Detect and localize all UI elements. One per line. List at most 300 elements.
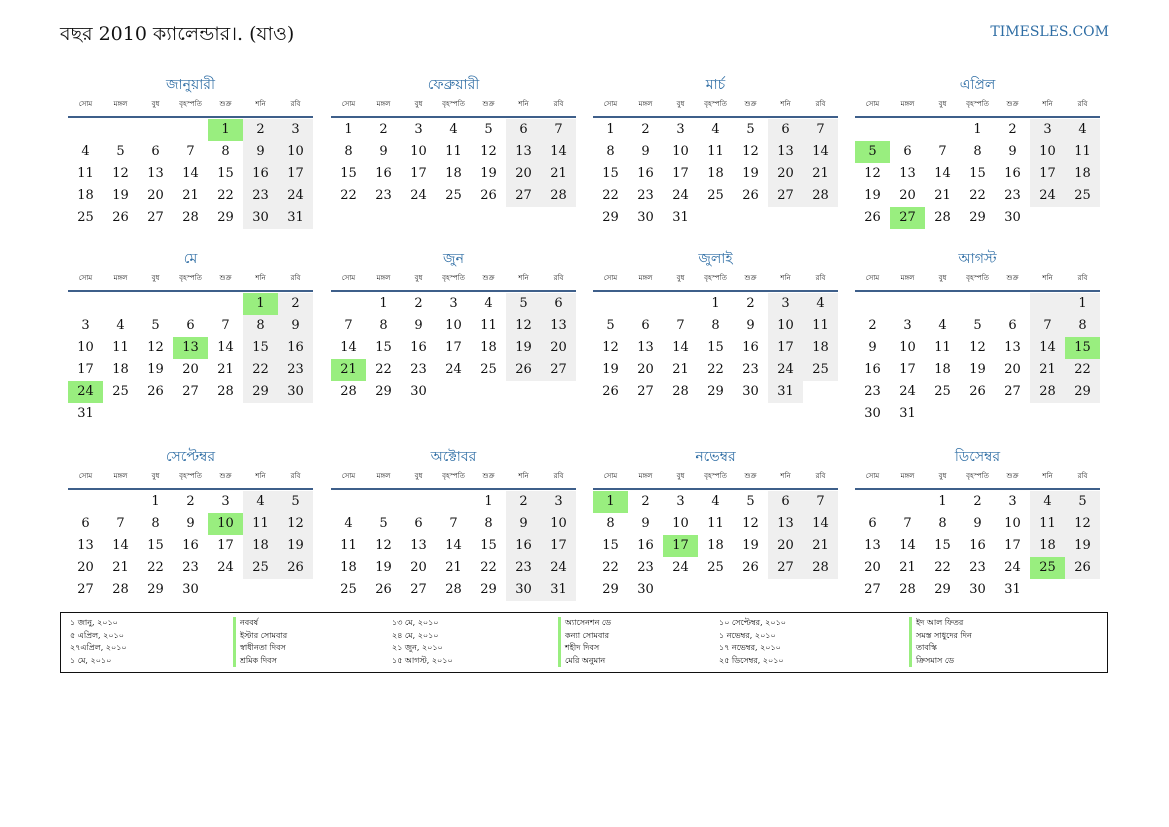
day-cell: 2 (641, 494, 650, 509)
day-cell: 5 (379, 516, 388, 531)
empty-cell (1065, 403, 1100, 425)
day-cell: 12 (602, 340, 619, 355)
day-cell: 2 (379, 122, 388, 137)
day-cell: 30 (969, 582, 986, 597)
day-cell: 24 (899, 384, 916, 399)
day-cell: 23 (278, 359, 313, 381)
weekday-label: শুক্র (219, 100, 232, 108)
day-cell: 6 (1008, 318, 1017, 333)
day-cell: 11 (1065, 141, 1100, 163)
legend-date: ১ মে, ২০১০ (70, 655, 112, 665)
day-cell: 10 (208, 513, 243, 535)
weekday-header (593, 271, 838, 292)
day-cell: 18 (480, 340, 497, 355)
day-cell: 3 (1008, 494, 1017, 509)
empty-cell (1030, 579, 1065, 601)
empty-cell (1065, 207, 1100, 229)
weekday-label: বৃহস্পতি (704, 100, 727, 108)
day-cell: 18 (445, 166, 462, 181)
day-cell: 30 (1004, 210, 1021, 225)
day-cell: 13 (899, 166, 916, 181)
day-cell: 15 (602, 166, 619, 181)
day-cell: 11 (243, 513, 278, 535)
weekday-label: বুধ (938, 472, 947, 480)
day-cell: 12 (969, 340, 986, 355)
day-cell: 29 (602, 210, 619, 225)
day-cell: 11 (707, 516, 724, 531)
weekday-label: শনি (255, 100, 266, 108)
weekday-label: বৃহস্পতি (442, 472, 465, 480)
day-cell: 4 (938, 318, 947, 333)
day-cell: 13 (864, 538, 881, 553)
legend-holiday-name: অ্যাসেনশন ডে (558, 617, 611, 630)
day-cell: 1 (484, 494, 493, 509)
day-cell: 7 (449, 516, 458, 531)
weekday-label: বৃহস্পতি (966, 274, 989, 282)
days-grid (331, 119, 576, 207)
day-cell: 29 (602, 582, 619, 597)
day-cell: 7 (676, 318, 685, 333)
weekday-header (855, 97, 1100, 118)
day-cell: 30 (278, 381, 313, 403)
day-cell: 1 (1065, 293, 1100, 315)
day-cell: 11 (340, 538, 357, 553)
weekday-label: মঙ্গল (113, 100, 128, 108)
day-cell: 10 (278, 141, 313, 163)
day-cell: 29 (1065, 381, 1100, 403)
day-cell: 6 (768, 491, 803, 513)
day-cell: 26 (1065, 557, 1100, 579)
day-cell: 2 (746, 296, 755, 311)
day-cell: 8 (221, 144, 230, 159)
weekday-label: বুধ (151, 274, 160, 282)
legend-date: ২৭এপ্রিল, ২০১০ (70, 643, 127, 652)
weekday-label: মঙ্গল (900, 472, 915, 480)
empty-cell (698, 579, 733, 601)
days-grid (68, 491, 313, 601)
day-cell: 17 (278, 163, 313, 185)
day-cell: 24 (445, 362, 462, 377)
day-cell: 11 (1030, 513, 1065, 535)
day-cell: 15 (375, 340, 392, 355)
day-cell: 23 (637, 560, 654, 575)
weekday-label: রবি (553, 100, 564, 108)
day-cell: 18 (243, 535, 278, 557)
day-cell: 14 (899, 538, 916, 553)
weekday-label: শনি (255, 274, 266, 282)
weekday-label: সোম (341, 472, 356, 480)
day-cell: 13 (173, 337, 208, 359)
day-cell: 25 (243, 557, 278, 579)
day-cell: 15 (602, 538, 619, 553)
day-cell: 28 (445, 582, 462, 597)
weekday-label: মঙ্গল (113, 274, 128, 282)
month-block (68, 74, 313, 229)
weekday-label: শনি (255, 472, 266, 480)
day-cell: 4 (711, 122, 720, 137)
day-cell: 15 (147, 538, 164, 553)
day-cell: 8 (243, 315, 278, 337)
legend-holiday-name: ইস্টার সোমবার (233, 630, 287, 643)
day-cell: 27 (182, 384, 199, 399)
day-cell: 9 (379, 144, 388, 159)
weekday-label: মঙ্গল (900, 100, 915, 108)
day-cell: 17 (899, 362, 916, 377)
day-cell: 2 (243, 119, 278, 141)
weekday-header (855, 271, 1100, 292)
day-cell: 23 (969, 560, 986, 575)
day-cell: 17 (1030, 163, 1065, 185)
day-cell: 21 (803, 535, 838, 557)
day-cell: 1 (344, 122, 353, 137)
day-cell: 16 (506, 535, 541, 557)
weekday-label: শুক্র (219, 274, 232, 282)
day-cell: 12 (278, 513, 313, 535)
day-cell: 4 (116, 318, 125, 333)
month-name: জুন (443, 251, 464, 267)
empty-cell (103, 293, 138, 315)
day-cell: 13 (410, 538, 427, 553)
day-cell: 26 (480, 188, 497, 203)
day-cell: 25 (112, 384, 129, 399)
day-cell: 12 (1065, 513, 1100, 535)
day-cell: 9 (186, 516, 195, 531)
day-cell: 21 (672, 362, 689, 377)
day-cell: 9 (1008, 144, 1017, 159)
legend-date: ১৫ আগস্ট, ২০১০ (392, 655, 453, 665)
days-grid (593, 119, 838, 229)
day-cell: 17 (445, 340, 462, 355)
day-cell: 9 (641, 516, 650, 531)
day-cell: 27 (768, 185, 803, 207)
day-cell: 26 (969, 384, 986, 399)
empty-cell (68, 491, 103, 513)
day-cell: 4 (1065, 119, 1100, 141)
day-cell: 20 (182, 362, 199, 377)
day-cell: 18 (340, 560, 357, 575)
day-cell: 3 (676, 494, 685, 509)
day-cell: 22 (602, 188, 619, 203)
day-cell: 16 (375, 166, 392, 181)
day-cell: 3 (676, 122, 685, 137)
day-cell: 20 (147, 188, 164, 203)
day-cell: 9 (243, 141, 278, 163)
empty-cell (925, 119, 960, 141)
weekday-label: বুধ (414, 100, 423, 108)
weekday-label: শনি (1042, 274, 1053, 282)
day-cell: 2 (1008, 122, 1017, 137)
empty-cell (925, 403, 960, 425)
day-cell: 16 (278, 337, 313, 359)
weekday-header (68, 469, 313, 490)
day-cell: 10 (1030, 141, 1065, 163)
day-cell: 4 (803, 293, 838, 315)
day-cell: 19 (112, 188, 129, 203)
empty-cell (733, 579, 768, 601)
day-cell: 22 (340, 188, 357, 203)
legend-dates-col-3 (719, 617, 786, 667)
legend-names-col-2 (558, 617, 611, 667)
day-cell: 27 (1004, 384, 1021, 399)
day-cell: 29 (707, 384, 724, 399)
day-cell: 19 (480, 166, 497, 181)
weekday-label: বৃহস্পতি (442, 274, 465, 282)
day-cell: 22 (480, 560, 497, 575)
day-cell: 10 (768, 315, 803, 337)
empty-cell (103, 403, 138, 425)
legend-names-col-1 (233, 617, 287, 667)
empty-cell (208, 579, 243, 601)
legend-holiday-name: সমস্ত সাধুদের দিন (909, 630, 972, 643)
days-grid (855, 491, 1100, 601)
day-cell: 30 (637, 582, 654, 597)
empty-cell (138, 119, 173, 141)
day-cell: 4 (1030, 491, 1065, 513)
day-cell: 16 (969, 538, 986, 553)
day-cell: 29 (243, 381, 278, 403)
day-cell: 15 (480, 538, 497, 553)
weekday-label: সোম (78, 472, 93, 480)
legend-holiday-name: শহীদ দিবস (558, 642, 611, 655)
day-cell: 13 (147, 166, 164, 181)
empty-cell (960, 293, 995, 315)
weekday-label: সোম (603, 472, 618, 480)
day-cell: 15 (969, 166, 986, 181)
day-cell: 22 (1065, 359, 1100, 381)
day-cell: 20 (768, 535, 803, 557)
day-cell: 26 (278, 557, 313, 579)
day-cell: 13 (541, 315, 576, 337)
day-cell: 1 (938, 494, 947, 509)
day-cell: 18 (803, 337, 838, 359)
weekday-label: রবি (815, 274, 826, 282)
day-cell: 27 (541, 359, 576, 381)
day-cell: 8 (606, 144, 615, 159)
empty-cell (243, 403, 278, 425)
day-cell: 19 (1065, 535, 1100, 557)
day-cell: 2 (414, 296, 423, 311)
weekday-label: সোম (603, 100, 618, 108)
empty-cell (663, 579, 698, 601)
legend-date: ৫ এপ্রিল, ২০১০ (70, 630, 124, 640)
empty-cell (698, 207, 733, 229)
month-name: মে (183, 251, 198, 267)
day-cell: 8 (151, 516, 160, 531)
weekday-label: সোম (341, 274, 356, 282)
month-block (331, 248, 576, 403)
weekday-label: সোম (865, 472, 880, 480)
month-block (593, 248, 838, 403)
day-cell: 20 (77, 560, 94, 575)
empty-cell (1030, 293, 1065, 315)
weekday-label: মঙ্গল (900, 274, 915, 282)
day-cell: 7 (221, 318, 230, 333)
day-cell: 7 (1030, 315, 1065, 337)
day-cell: 14 (672, 340, 689, 355)
weekday-header (331, 469, 576, 490)
month-block (593, 74, 838, 229)
day-cell: 16 (182, 538, 199, 553)
weekday-label: শুক্র (1006, 274, 1019, 282)
day-cell: 1 (606, 122, 615, 137)
month-block (331, 74, 576, 207)
day-cell: 21 (445, 560, 462, 575)
weekday-label: বৃহস্পতি (966, 472, 989, 480)
day-cell: 31 (278, 207, 313, 229)
day-cell: 9 (746, 318, 755, 333)
day-cell: 17 (410, 166, 427, 181)
empty-cell (890, 491, 925, 513)
weekday-header (68, 271, 313, 292)
day-cell: 18 (1065, 163, 1100, 185)
day-cell: 9 (506, 513, 541, 535)
empty-cell (401, 491, 436, 513)
month-block (68, 446, 313, 601)
day-cell: 25 (445, 188, 462, 203)
weekday-label: রবি (815, 472, 826, 480)
day-cell: 16 (637, 538, 654, 553)
day-cell: 18 (934, 362, 951, 377)
day-cell: 26 (602, 384, 619, 399)
day-cell: 29 (480, 582, 497, 597)
month-block (68, 248, 313, 425)
month-name: ডিসেম্বর (954, 449, 1001, 465)
day-cell: 8 (379, 318, 388, 333)
weekday-label: রবি (1077, 274, 1088, 282)
day-cell: 16 (1004, 166, 1021, 181)
empty-cell (471, 381, 506, 403)
day-cell: 6 (868, 516, 877, 531)
day-cell: 31 (541, 579, 576, 601)
day-cell: 9 (641, 144, 650, 159)
weekday-label: বৃহস্পতি (966, 100, 989, 108)
day-cell: 16 (864, 362, 881, 377)
weekday-label: শনি (1042, 100, 1053, 108)
empty-cell (243, 579, 278, 601)
day-cell: 27 (147, 210, 164, 225)
empty-cell (436, 491, 471, 513)
day-cell: 23 (506, 557, 541, 579)
weekday-label: শুক্র (219, 472, 232, 480)
empty-cell (68, 293, 103, 315)
day-cell: 5 (278, 491, 313, 513)
day-cell: 23 (243, 185, 278, 207)
day-cell: 10 (541, 513, 576, 535)
day-cell: 3 (81, 318, 90, 333)
weekday-label: শনি (780, 100, 791, 108)
day-cell: 21 (1030, 359, 1065, 381)
day-cell: 15 (707, 340, 724, 355)
day-cell: 27 (506, 185, 541, 207)
day-cell: 20 (506, 163, 541, 185)
empty-cell (331, 293, 366, 315)
day-cell: 5 (973, 318, 982, 333)
empty-cell (768, 579, 803, 601)
day-cell: 14 (803, 513, 838, 535)
day-cell: 20 (899, 188, 916, 203)
day-cell: 4 (81, 144, 90, 159)
day-cell: 3 (1030, 119, 1065, 141)
legend-date: ১৩ মে, ২০১০ (392, 618, 439, 627)
day-cell: 19 (742, 538, 759, 553)
weekday-label: সোম (341, 100, 356, 108)
weekday-label: রবি (553, 472, 564, 480)
legend-names-col-3 (909, 617, 972, 667)
day-cell: 30 (243, 207, 278, 229)
weekday-label: বুধ (151, 100, 160, 108)
day-cell: 13 (768, 141, 803, 163)
day-cell: 28 (672, 384, 689, 399)
day-cell: 16 (243, 163, 278, 185)
day-cell: 1 (243, 293, 278, 315)
day-cell: 31 (899, 406, 916, 421)
day-cell: 2 (868, 318, 877, 333)
day-cell: 7 (541, 119, 576, 141)
day-cell: 23 (864, 384, 881, 399)
weekday-label: বুধ (938, 100, 947, 108)
empty-cell (541, 381, 576, 403)
legend-holiday-name: ক্রিসমাস ডে (909, 655, 972, 668)
empty-cell (173, 403, 208, 425)
day-cell: 27 (768, 557, 803, 579)
day-cell: 22 (147, 560, 164, 575)
day-cell: 28 (803, 557, 838, 579)
weekday-label: সোম (78, 100, 93, 108)
day-cell: 17 (541, 535, 576, 557)
day-cell: 4 (344, 516, 353, 531)
day-cell: 10 (410, 144, 427, 159)
legend-holiday-name: তাবস্কি (909, 642, 972, 655)
weekday-label: বৃহস্পতি (179, 100, 202, 108)
day-cell: 28 (541, 185, 576, 207)
day-cell: 13 (506, 141, 541, 163)
day-cell: 12 (112, 166, 129, 181)
weekday-label: শুক্র (482, 472, 495, 480)
day-cell: 11 (112, 340, 129, 355)
weekday-label: শনি (1042, 472, 1053, 480)
empty-cell (103, 491, 138, 513)
day-cell: 23 (410, 362, 427, 377)
empty-cell (278, 403, 313, 425)
site-link[interactable]: TIMESLES.COM (990, 24, 1109, 40)
day-cell: 18 (707, 166, 724, 181)
month-name: ফেব্রুয়ারী (427, 77, 480, 93)
day-cell: 5 (1065, 491, 1100, 513)
empty-cell (995, 403, 1030, 425)
day-cell: 26 (375, 582, 392, 597)
day-cell: 11 (707, 144, 724, 159)
empty-cell (138, 403, 173, 425)
weekday-header (855, 469, 1100, 490)
day-cell: 27 (77, 582, 94, 597)
empty-cell (366, 491, 401, 513)
weekday-label: শুক্র (744, 100, 757, 108)
day-cell: 23 (375, 188, 392, 203)
day-cell: 6 (186, 318, 195, 333)
day-cell: 4 (484, 296, 493, 311)
day-cell: 9 (973, 516, 982, 531)
day-cell: 19 (278, 535, 313, 557)
empty-cell (733, 207, 768, 229)
weekday-header (68, 97, 313, 118)
day-cell: 9 (414, 318, 423, 333)
day-cell: 24 (1030, 185, 1065, 207)
day-cell: 24 (278, 185, 313, 207)
weekday-header (593, 97, 838, 118)
day-cell: 3 (541, 491, 576, 513)
day-cell: 17 (768, 337, 803, 359)
day-cell: 1 (711, 296, 720, 311)
